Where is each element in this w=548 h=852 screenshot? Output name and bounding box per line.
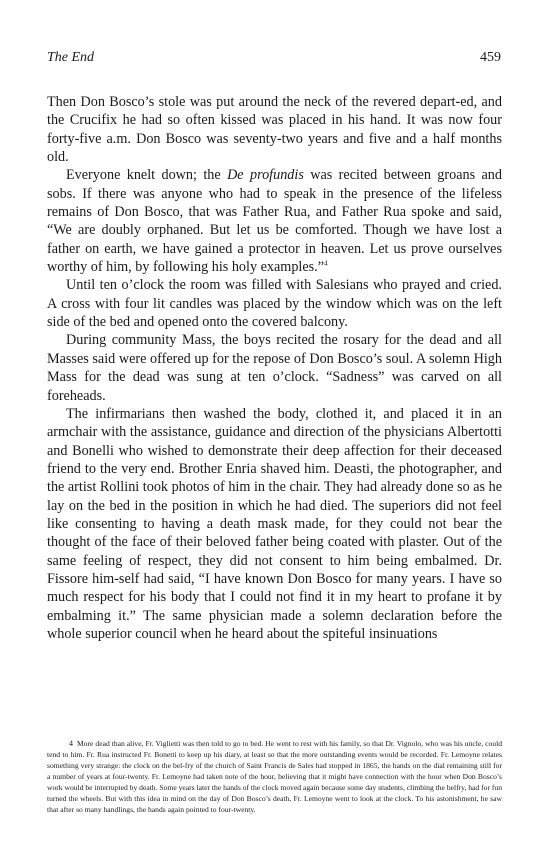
paragraph-text: Everyone knelt down; the [66,167,228,184]
paragraph-text: The infirmarians then washed the body, clothed it, and placed it in an armchair with the assistance, guidance and direction of the physicians Albertotti and Bonelli who wished to demonstrate their deep affection for their deceased friend to the very end. Brother Enria shaved him. Deasti, the photographer, and the artist Rollini took photos of him in the chair. They had already done so as he lay on the bed in the position in which he had died. The superiors did not feel like consenting to having a death mask made, for they could not bear the thought of the face of their beloved father being coated with plaster. Out of the same feeling of respect, they did not consent to him being embalmed. Dr. Fissore him-self had said, “I have known Don Bosco for many years. I have so much respect for his body that I could not find it in my heart to profane it by embalming it.” The same physician made a solemn declaration before the whole superior council when he heard about the spiteful insinuations [47,405,502,642]
page-header [47,50,501,70]
body-paragraph-5 [47,405,502,643]
italic-title: De profundis [227,167,304,184]
body-paragraph-2 [47,166,502,276]
body-paragraph-3 [47,276,502,331]
paragraph-text: During community Mass, the boys recited the rosary for the dead and all Masses said were offered up for the repose of Don Bosco’s soul. A solemn High Mass for the dead was sung at ten o’clock. “Sadness” was carved on all foreheads. [47,332,502,404]
footnote-paragraph [47,739,502,816]
footnote-reference: 4 [324,259,328,268]
paragraph-text: Until ten o’clock the room was filled with Salesians who prayed and cried. A cross with four lit candles was placed by the window which was on the left side of the bed and opened onto the covered balcony. [47,277,502,331]
page-number: 459 [480,50,501,65]
paragraph-text: was recited between groans and sobs. If there was anyone who had to speak in the presence of the lifeless remains of Don Bosco, that was Father Rua, and Father Rua spoke and said, “We are doubly orphaned. But let us be comforted. Though we have lost a father on earth, we have gained a protector in heaven. Let us prove ourselves worthy of him, by following his holy examples.” [47,167,502,276]
footnote-number: 4 [69,739,73,748]
body-paragraph-4 [47,331,502,404]
running-title: The End [47,50,95,65]
footnote-text: More dead than alive, Fr. Viglietti was then told to go to bed. He went to rest with his family, so that Dr. Vignolo, who was his uncle, could tend to him. Fr. Rua instructed Fr. Bonetti to keep up his diary, at least so that the more outstanding events would be recorded. Fr. Lemoyne relates something very strange: the clock on the bel-fry of the church of Saint Francis de Sales had stopped in 1865, the hands on the dial remaining still for a number of years at four-twenty. Fr. Lemoyne had taken note of the hour, believing that it might have connection with the hour when Don Bosco’s work would be interrupted by death. Some years later the hands of the clock moved again because some day students, climbing the belfry, had for fun turned the wheels. But with this idea in mind on the day of Don Bosco’s death, Fr. Lemoyne went to look at the clock. To his astonishment, he saw that after so many handlings, the hands again pointed to four-twenty. [47,739,502,814]
paragraph-text: Then Don Bosco’s stole was put around the neck of the revered depart-ed, and the Crucifix he had so often kissed was placed in his hand. It was now four forty-five a.m. Don Bosco was seventy-two years and five and a half months old. [47,94,502,166]
body-paragraph-1 [47,93,502,166]
footnote [47,739,502,816]
body-text [47,93,502,643]
